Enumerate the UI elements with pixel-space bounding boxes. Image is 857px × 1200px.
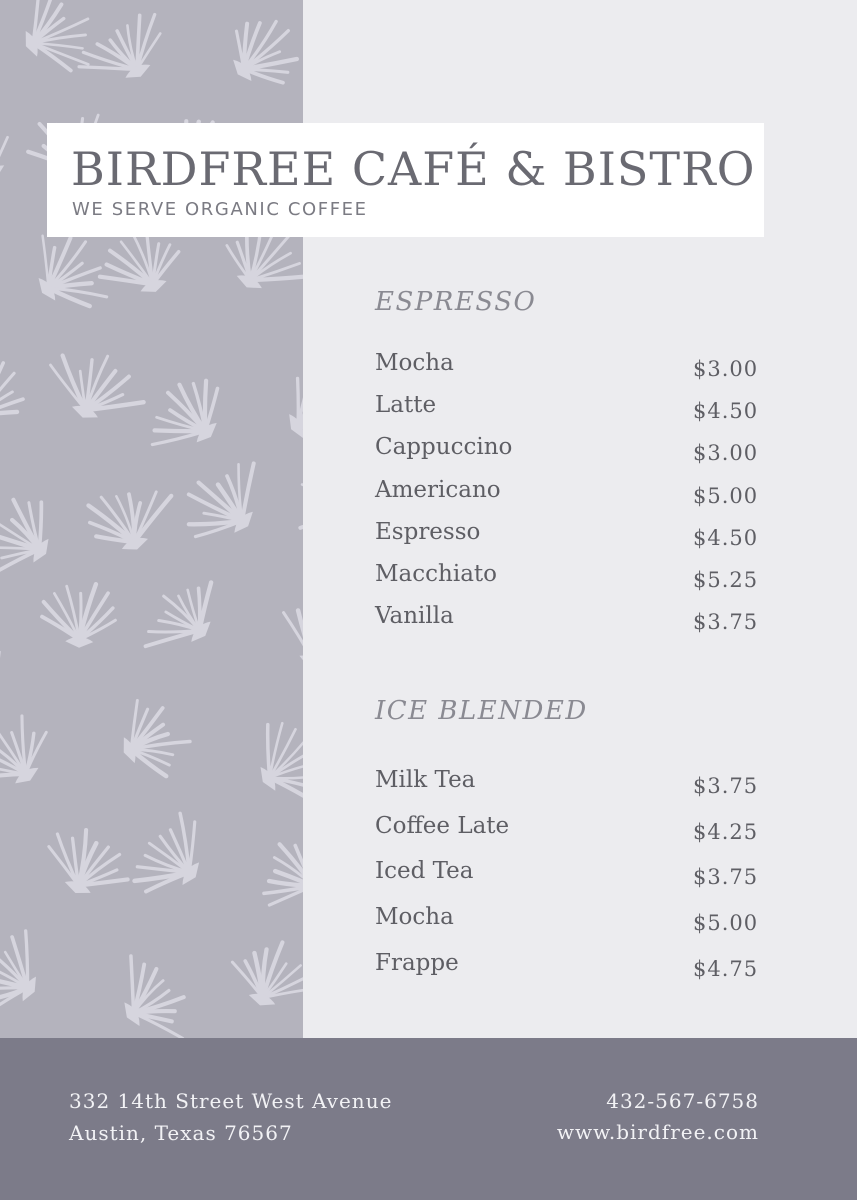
item-price: $4.25 xyxy=(693,820,759,844)
palm-leaf-icon xyxy=(37,338,155,437)
item-name: Espresso xyxy=(375,519,481,545)
item-name: Vanilla xyxy=(375,603,454,629)
item-price: $5.25 xyxy=(693,568,759,592)
header-box xyxy=(47,123,764,237)
palm-leaf-icon xyxy=(130,565,235,671)
palm-leaf-icon xyxy=(36,819,139,909)
palm-leaf-icon xyxy=(0,348,33,436)
item-name: Latte xyxy=(375,392,437,418)
menu-item xyxy=(375,950,761,980)
palm-leaf-icon xyxy=(107,688,199,788)
palm-leaf-icon xyxy=(247,826,303,924)
item-price: $4.50 xyxy=(693,526,759,550)
menu-item xyxy=(375,477,761,507)
palm-leaf-icon xyxy=(0,706,64,800)
item-price: $4.75 xyxy=(693,957,759,981)
palm-leaf-icon xyxy=(0,113,23,200)
menu-item xyxy=(375,858,761,888)
menu-item xyxy=(375,603,761,633)
palm-leaf-icon xyxy=(0,918,58,1034)
menu-item xyxy=(375,767,761,797)
item-name: Americano xyxy=(375,477,501,503)
item-name: Milk Tea xyxy=(375,767,476,793)
item-name: Mocha xyxy=(375,350,454,376)
section-heading-ice-blended: ICE BLENDED xyxy=(375,696,588,726)
palm-leaf-icon xyxy=(238,708,303,814)
section-heading-espresso: ESPRESSO xyxy=(375,287,537,317)
palm-leaf-icon xyxy=(41,583,116,649)
item-price: $5.00 xyxy=(693,484,759,508)
menu-item xyxy=(375,434,761,464)
website-link[interactable]: www.birdfree.com xyxy=(556,1120,759,1144)
menu-item xyxy=(375,561,761,591)
palm-leaf-icon xyxy=(170,444,281,558)
palm-leaf-icon xyxy=(134,366,238,470)
menu-item xyxy=(375,519,761,549)
palm-leaf-icon xyxy=(83,473,185,562)
tagline: WE SERVE ORGANIC COFFEE xyxy=(72,199,368,220)
address-line-2: Austin, Texas 76567 xyxy=(69,1121,293,1145)
palm-leaf-icon xyxy=(280,450,303,553)
item-name: Iced Tea xyxy=(375,858,474,884)
palm-leaf-icon xyxy=(216,5,303,101)
item-name: Cappuccino xyxy=(375,434,513,460)
menu-item xyxy=(375,392,761,422)
item-name: Coffee Late xyxy=(375,813,510,839)
menu-item xyxy=(375,904,761,934)
item-price: $3.75 xyxy=(693,865,759,889)
palm-leaf-icon xyxy=(0,484,68,592)
palm-leaf-icon xyxy=(0,840,18,938)
palm-leaf-icon xyxy=(266,589,303,689)
item-name: Frappe xyxy=(375,950,459,976)
page-title: BIRDFREE CAFÉ & BISTRO xyxy=(71,142,756,196)
phone-number: 432-567-6758 xyxy=(606,1089,759,1113)
item-price: $3.00 xyxy=(693,357,759,381)
item-price: $5.00 xyxy=(693,911,759,935)
palm-leaf-icon xyxy=(71,9,177,100)
palm-leaf-icon xyxy=(100,944,202,1038)
footer xyxy=(0,1038,857,1200)
menu-item xyxy=(375,813,761,843)
address-line-1: 332 14th Street West Avenue xyxy=(69,1089,393,1113)
palm-leaf-icon xyxy=(0,593,23,703)
palm-leaf-icon xyxy=(125,808,222,911)
item-price: $3.00 xyxy=(693,441,759,465)
item-price: $3.75 xyxy=(693,610,759,634)
item-price: $4.50 xyxy=(693,399,759,423)
menu-item xyxy=(375,350,761,380)
item-name: Mocha xyxy=(375,904,454,930)
item-name: Macchiato xyxy=(375,561,497,587)
item-price: $3.75 xyxy=(693,774,759,798)
palm-leaf-icon xyxy=(8,0,104,84)
palm-leaf-icon xyxy=(222,929,303,1019)
palm-leaf-icon xyxy=(271,361,303,470)
